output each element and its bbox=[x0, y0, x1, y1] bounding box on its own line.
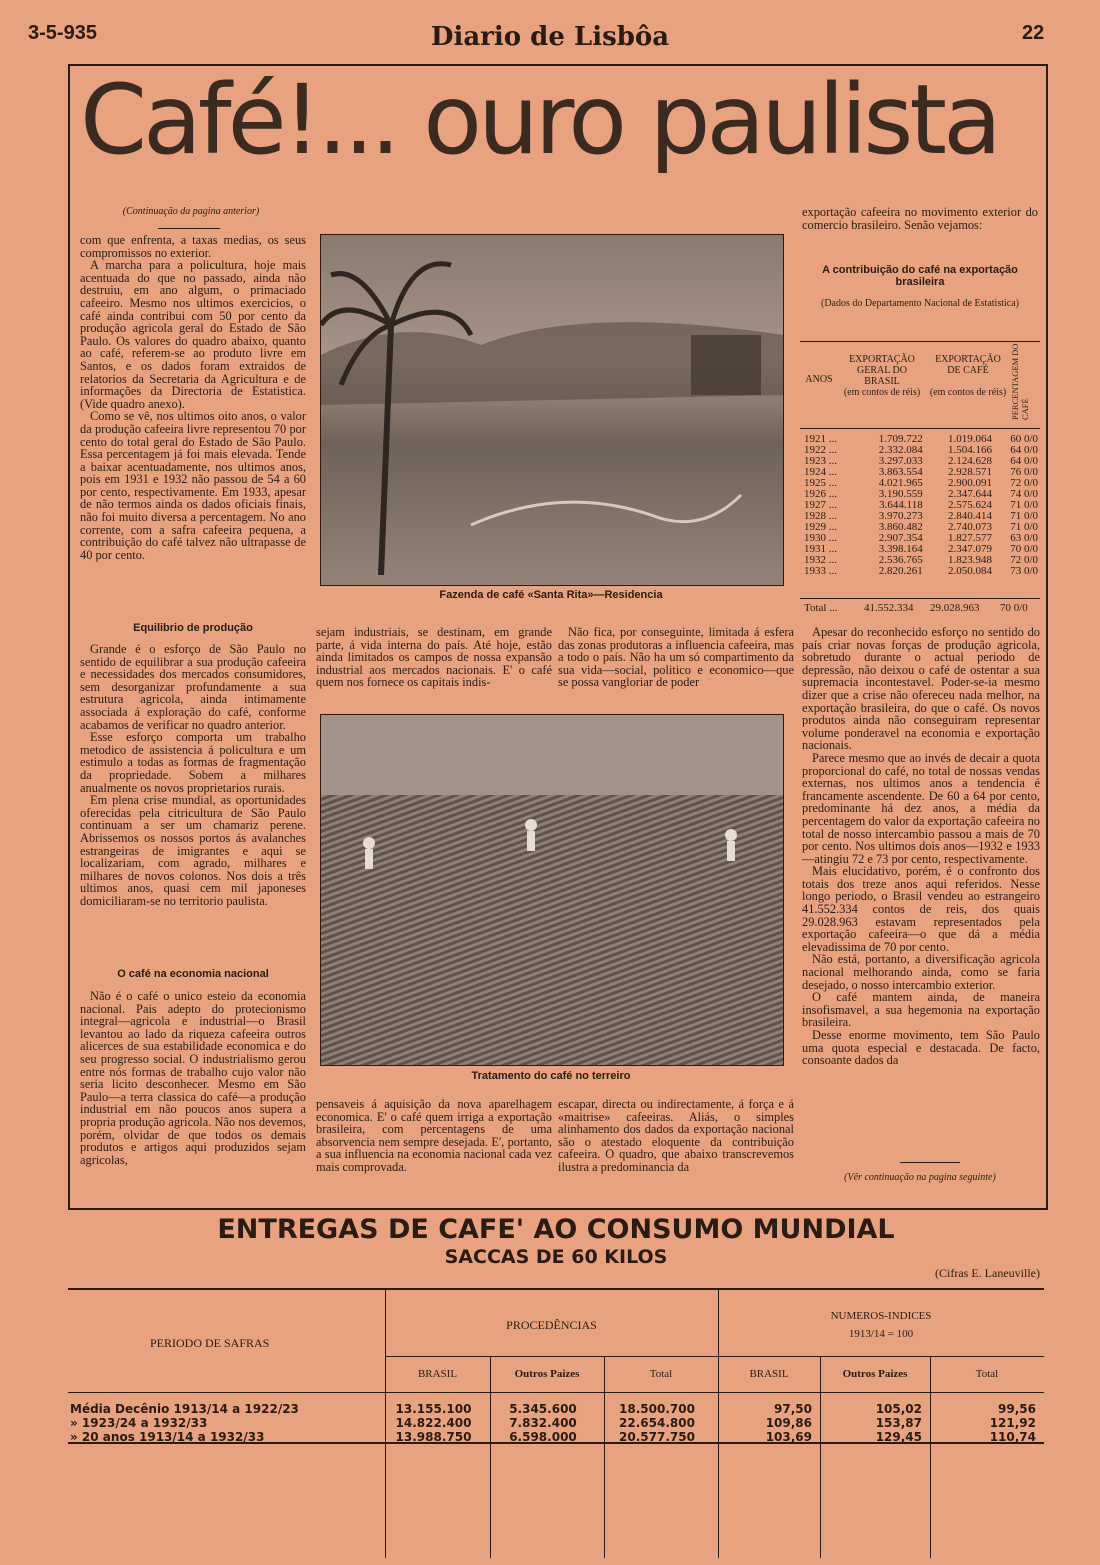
cell-cafe: 1.823.948 bbox=[948, 554, 993, 566]
row-label: » 20 anos 1913/14 a 1932/33 bbox=[70, 1430, 265, 1444]
paragraph: Mais elucidativo, porém, é o confronto dos totais dos treze anos aqui referidos. Nesse longo periodo, o Brasil vendeu ao estrangeiro 41.552.334 contos de reis, dos quais 29.028.963 estavam representados pela exportação cafeeira—o que dá a média elevadissima de 70 por cento. bbox=[802, 864, 1040, 954]
divider bbox=[820, 1356, 821, 1558]
cell-pct: 71 0/0 bbox=[1010, 499, 1038, 511]
row-value: 153,87 bbox=[875, 1416, 922, 1430]
col-outros: Outros Paizes bbox=[514, 1368, 580, 1380]
divider bbox=[490, 1356, 491, 1558]
header-indices: NUMEROS-INDICES bbox=[830, 1310, 932, 1322]
photo-caption: Tratamento do café no terreiro bbox=[471, 1070, 631, 1082]
col-header-anos: ANOS bbox=[805, 374, 833, 385]
header-base: 1913/14 = 100 bbox=[848, 1328, 914, 1340]
paragraph: Desse enorme movimento, tem São Paulo uma quota especial e destacada. De facto, consoante dados da bbox=[802, 1028, 1040, 1068]
export-table bbox=[802, 434, 1040, 577]
middle-text-left bbox=[316, 626, 552, 702]
bottom-source: (Cifras E. Laneuville) bbox=[935, 1266, 1040, 1280]
page-number: 22 bbox=[1022, 22, 1045, 44]
cell-cafe: 2.900.091 bbox=[948, 477, 993, 489]
cell-year: 1930 ... bbox=[804, 532, 837, 544]
paragraph: sejam industriais, se destinam, em grande parte, á vida interna do país. Até hoje, estão ainda limitados os campos de nossa expansão industrial aos mercados nacionais. E' o café quem nos fornece os capitais indis- bbox=[316, 626, 552, 690]
cell-geral: 3.970.273 bbox=[878, 510, 923, 522]
cell-year: 1921 ... bbox=[804, 433, 837, 445]
row-value: 13.988.750 bbox=[395, 1430, 472, 1444]
cell-geral: 2.332.084 bbox=[878, 444, 923, 456]
cell-pct: 63 0/0 bbox=[1010, 532, 1038, 544]
paragraph: Não está, portanto, a diversificação agricola nacional melhorando ainda, como se faria desejado, o nosso intercambio exterior. bbox=[802, 952, 1040, 992]
cell-geral: 2.820.261 bbox=[878, 565, 923, 577]
row-label: » 1923/24 a 1932/33 bbox=[70, 1416, 208, 1430]
row-value: 109,86 bbox=[765, 1416, 812, 1430]
cell-cafe: 2.928.571 bbox=[948, 466, 993, 478]
row-value: 7.832.400 bbox=[509, 1416, 577, 1430]
cell-year: 1926 ... bbox=[804, 488, 837, 500]
total-geral: 41.552.334 bbox=[864, 602, 914, 614]
col-total: Total bbox=[649, 1368, 673, 1380]
table-source: (Dados do Departamento Nacional de Estatistica) bbox=[821, 298, 1019, 309]
col-header-unit: (em contos de réis) bbox=[929, 387, 1007, 398]
cell-geral: 3.398.164 bbox=[878, 543, 923, 555]
cell-year: 1931 ... bbox=[804, 543, 837, 555]
middle-text-right bbox=[558, 626, 794, 702]
divider bbox=[68, 1392, 1044, 1393]
cell-year: 1932 ... bbox=[804, 554, 837, 566]
paragraph: Apesar do reconhecido esforço no sentido do país criar novas forças de produção agricola, sobretudo durante o actual periodo de depressão, não deixou o café de ostentar a sua supremacia incontestavel. Poder-se-ia mesmo dizer que a crise não ofereceu nada melhor, na exportação brasileira, do que o café. Os novos produtos ainda não conseguiram representar volume ponderavel na economia e exportação nacionais. bbox=[802, 626, 1040, 753]
cell-cafe: 1.019.064 bbox=[948, 433, 993, 445]
cell-pct: 72 0/0 bbox=[1010, 554, 1038, 566]
divider bbox=[900, 1162, 960, 1163]
table-row bbox=[802, 566, 1040, 577]
col-brasil: BRASIL bbox=[417, 1368, 458, 1380]
cell-cafe: 2.050.084 bbox=[948, 565, 993, 577]
row-value: 20.577.750 bbox=[619, 1430, 695, 1444]
cell-geral: 3.190.559 bbox=[878, 488, 923, 500]
divider bbox=[385, 1356, 1044, 1357]
divider bbox=[930, 1356, 931, 1558]
cell-pct: 71 0/0 bbox=[1010, 510, 1038, 522]
total-cafe: 29.028.963 bbox=[930, 602, 980, 614]
cell-geral: 3.644.118 bbox=[879, 499, 923, 511]
palm-tree-icon bbox=[321, 235, 783, 585]
col-header-unit: (em contos de réis) bbox=[843, 387, 921, 398]
cell-geral: 3.297.033 bbox=[878, 455, 923, 467]
row-value: 105,02 bbox=[875, 1402, 922, 1416]
column-4-intro bbox=[802, 206, 1038, 246]
paragraph: Grande é o esforço de São Paulo no sentido de equilibrar a sua produção cafeeira e necessidades dos mercados consumidores, sem desorganizar profundamente a sua estrutura agricola, ainda intimamente associada á exploração do café, conforme acabamos de verificar no quadro anterior. bbox=[80, 643, 306, 732]
paragraph: A marcha para a policultura, hoje mais acentuada do que no passado, ainda não destruiu, em ano algum, o primaciado cafeeiro. Mesmo nos ultimos exercicios, o café ainda contribui com 50 por cento da produção agricola geral do Estado de São Paulo. Os valores do quadro abaixo, quanto ao café, referem-se ao produto livre em Santos, e os dados foram extraidos de relatorios da Secretaria da Agricultura e de informações da Directoria de Estatistica. (Vide quadro anexo). bbox=[80, 258, 306, 411]
divider bbox=[68, 1288, 1044, 1290]
row-value: 13.155.100 bbox=[395, 1402, 472, 1416]
cell-geral: 2.907.354 bbox=[878, 532, 923, 544]
divider bbox=[158, 228, 220, 229]
cell-cafe: 2.575.624 bbox=[948, 499, 993, 511]
paragraph: O café mantem ainda, de maneira insofismavel, a sua hegemonia na exportação brasileira. bbox=[802, 990, 1040, 1030]
subheading: Equilibrio de produção bbox=[133, 622, 253, 634]
paragraph: Em plena crise mundial, as oportunidades oferecidas pela citricultura de São Paulo continuam a ser um chamariz perene. Abrissemos os nossos portos ás avalanches estrangeiras de imigrantes e aqui se localizariam, com agrado, milhares e milhares de novos colonos. Nos dois a três ultimos anos, quasi cem mil japoneses domiciliaram-se no territorio paulista. bbox=[80, 793, 306, 908]
cell-year: 1925 ... bbox=[804, 477, 837, 489]
bottom-subtitle: SACCAS DE 60 KILOS bbox=[444, 1246, 668, 1268]
cell-pct: 70 0/0 bbox=[1010, 543, 1038, 555]
paragraph: com que enfrenta, a taxas medias, os seus compromissos no exterior. bbox=[80, 234, 306, 260]
paragraph: pensaveis á aquisição da nova aparelhagem economica. E' o café quem irriga a exportação brasileira, com percentagens de uma absorvencia nem sempre desejada. E', portanto, a sua influencia na economia nacional cada vez mais comprovada. bbox=[316, 1098, 552, 1174]
headline: Café!... ouro paulista bbox=[80, 64, 998, 176]
row-value: 14.822.400 bbox=[395, 1416, 472, 1430]
col-outros-idx: Outros Paizes bbox=[842, 1368, 908, 1380]
table-total-row bbox=[804, 602, 1040, 614]
paragraph: Não fica, por conseguinte, limitada á esfera das zonas produtoras a influencia cafeeira, mas a todo o país. Não ha um só compartimento da sua vida—social, politico e economico—que se possa vangloriar de poder bbox=[558, 626, 794, 690]
total-label: Total ... bbox=[804, 602, 838, 614]
divider bbox=[800, 428, 1040, 429]
issue-date: 3-5-935 bbox=[28, 22, 97, 44]
cell-cafe: 1.504.166 bbox=[948, 444, 993, 456]
cell-pct: 64 0/0 bbox=[1010, 455, 1038, 467]
farm-residence-photo bbox=[320, 234, 784, 586]
cell-pct: 60 0/0 bbox=[1010, 433, 1038, 445]
row-value: 99,56 bbox=[998, 1402, 1036, 1416]
row-value: 129,45 bbox=[875, 1430, 922, 1444]
cell-year: 1922 ... bbox=[804, 444, 837, 456]
cell-cafe: 2.740.073 bbox=[948, 521, 993, 533]
middle-text-left bbox=[316, 1098, 552, 1188]
middle-text-right bbox=[558, 1098, 794, 1188]
header-periodo: PERIODO DE SAFRAS bbox=[150, 1336, 270, 1350]
coffee-drying-photo bbox=[320, 714, 784, 1066]
subheading: O café na economia nacional bbox=[117, 968, 269, 980]
cell-geral: 3.863.554 bbox=[878, 466, 923, 478]
row-value: 6.598.000 bbox=[509, 1430, 577, 1444]
cell-geral: 2.536.765 bbox=[878, 554, 923, 566]
header-procedencias: PROCEDÊNCIAS bbox=[506, 1318, 597, 1332]
column-1-bottom bbox=[80, 990, 306, 1186]
cell-geral: 4.021.965 bbox=[878, 477, 923, 489]
table-title: A contribuição do café na exportação brasileira bbox=[822, 264, 1018, 288]
paragraph: Parece mesmo que ao invés de decair a quota proporcional do café, no total de nossas vendas externas, nos ultimos anos a tendencia é francamente ascendente. De 60 a 64 por cento, predominante há dez anos, a média da percentagem do valor da exportação cafeeira no total de nosso intercambio passou a mais de 70 por cento. Nos ultimos dois anos—1932 e 1933—atingiu 72 e 73 por cento, respectivamente. bbox=[802, 750, 1040, 866]
divider bbox=[604, 1356, 605, 1558]
bottom-title: ENTREGAS DE CAFE' AO CONSUMO MUNDIAL bbox=[217, 1214, 895, 1245]
divider bbox=[800, 598, 1040, 599]
see-next-page: (Vêr continuação na pagina seguinte) bbox=[844, 1172, 996, 1183]
col-total-idx: Total bbox=[975, 1368, 999, 1380]
total-pct: 70 0/0 bbox=[1000, 602, 1028, 614]
column-1-top bbox=[80, 234, 306, 610]
column-1-mid bbox=[80, 643, 306, 955]
divider bbox=[800, 341, 1040, 342]
cell-year: 1929 ... bbox=[804, 521, 837, 533]
row-value: 121,92 bbox=[989, 1416, 1036, 1430]
cell-year: 1923 ... bbox=[804, 455, 837, 467]
row-value: 18.500.700 bbox=[619, 1402, 695, 1416]
workers-icon bbox=[321, 715, 783, 1065]
cell-cafe: 2.347.644 bbox=[948, 488, 993, 500]
cell-year: 1924 ... bbox=[804, 466, 837, 478]
cell-year: 1927 ... bbox=[804, 499, 837, 511]
cell-pct: 72 0/0 bbox=[1010, 477, 1038, 489]
row-value: 97,50 bbox=[774, 1402, 812, 1416]
cell-cafe: 1.827.577 bbox=[948, 532, 993, 544]
cell-pct: 74 0/0 bbox=[1010, 488, 1038, 500]
cell-pct: 76 0/0 bbox=[1010, 466, 1038, 478]
paragraph: escapar, directa ou indirectamente, á força e á «maitrise» cafeeiras. Aliás, o simples alinhamento dos dados da exportação nacional são o atestado eloquente da contribuição cafeeira. O quadro, que abaixo transcrevemos ilustra a predominancia da bbox=[558, 1098, 794, 1174]
cell-geral: 3.860.482 bbox=[878, 521, 923, 533]
row-value: 22.654.800 bbox=[619, 1416, 695, 1430]
column-4-body bbox=[802, 626, 1040, 1146]
cell-year: 1928 ... bbox=[804, 510, 837, 522]
row-value: 110,74 bbox=[989, 1430, 1036, 1444]
paragraph: exportação cafeeira no movimento exterior do comercio brasileiro. Senão vejamos: bbox=[802, 206, 1038, 232]
cell-cafe: 2.124.628 bbox=[948, 455, 993, 467]
paragraph: Esse esforço comporta um trabalho metodico de assistencia á policultura e um estimulo a todas as formas de fragmentação da propriedade. Sobem a milhares anualmente os novos proprietarios rurais. bbox=[80, 730, 306, 795]
col-header-pct: PERCENTAGEM DO CAFÉ bbox=[1010, 343, 1030, 420]
row-value: 103,69 bbox=[765, 1430, 812, 1444]
masthead: Diario de Lisbôa bbox=[430, 22, 670, 52]
col-header-cafe: EXPORTAÇÃO DE CAFÉ bbox=[935, 354, 1001, 376]
cell-pct: 71 0/0 bbox=[1010, 521, 1038, 533]
col-brasil-idx: BRASIL bbox=[749, 1368, 789, 1380]
cell-pct: 73 0/0 bbox=[1010, 565, 1038, 577]
cell-cafe: 2.840.414 bbox=[948, 510, 993, 522]
cell-geral: 1.709.722 bbox=[878, 433, 923, 445]
row-value: 5.345.600 bbox=[509, 1402, 577, 1416]
row-label: Média Decênio 1913/14 a 1922/23 bbox=[70, 1402, 299, 1416]
continuation-note: (Continuação da pagina anterior) bbox=[122, 206, 260, 217]
photo-caption: Fazenda de café «Santa Rita»—Residencia bbox=[439, 589, 663, 601]
cell-year: 1933 ... bbox=[804, 565, 837, 577]
paragraph: Não é o café o unico esteio da economia nacional. Pais adepto do protecionismo integral—agricola e industrial—o Brasil levantou ao lado da riqueza cafeeira outros alicerces de sua estabilidade economica e do seu progresso social. O industrialismo gerou entre nós formas de trabalho cujo valor não seria licito desconhecer. Mesmo em São Paulo—a terra classica do café—a produção industrial em não poucos anos supera a propria produção agricola. Não nos devemos, porém, olvidar de que todos os demais produtos e artigos aqui produzidos sejam agricolas, bbox=[80, 990, 306, 1167]
cell-pct: 64 0/0 bbox=[1010, 444, 1038, 456]
col-header-geral: EXPORTAÇÃO GERAL DO BRASIL bbox=[849, 354, 915, 387]
cell-cafe: 2.347.079 bbox=[948, 543, 993, 555]
paragraph: Como se vê, nos ultimos oito anos, o valor da produção cafeeira livre representou 70 por cento do total geral do Estado de São Paulo. Essa percentagem já foi mais elevada. Tende a baixar acentuadamente, nos ultimos anos, pois em 1931 e 1932 não passou de 54 a 60 por cento, respectivamente. Em 1933, apesar de não termos ainda os dados oficiais finais, não foi muito diversa a percentagem. No ano corrente, com a safra cafeeira pequena, a contribuição do café talvez não ultrapasse de 40 por cento. bbox=[80, 409, 306, 562]
